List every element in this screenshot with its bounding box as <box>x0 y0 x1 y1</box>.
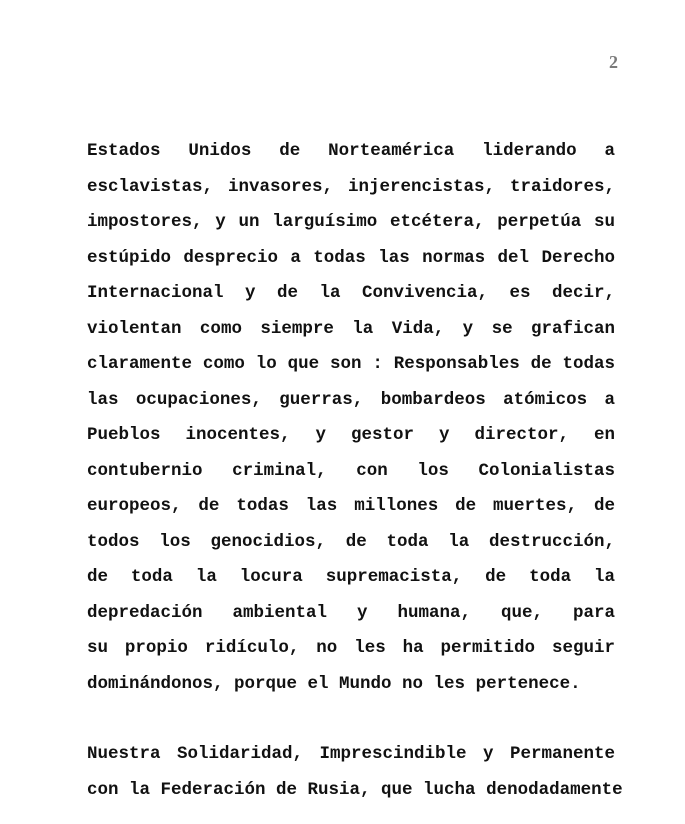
text-line: con la Federación de Rusia, que lucha denodadamente <box>87 779 623 800</box>
text-line: contubernio criminal, con los Colonialistas <box>87 460 615 481</box>
text-line: estúpido desprecio a todas las normas del Derecho <box>87 247 615 268</box>
text-line: de toda la locura supremacista, de toda la <box>87 567 615 587</box>
text-line: claramente como lo que son : Responsables de todas <box>87 354 615 374</box>
text-line: su propio ridículo, no les ha permitido seguir <box>87 638 615 658</box>
text-line: depredación ambiental y humana, que, para <box>87 602 615 623</box>
text-line: Internacional y de la Convivencia, es decir, <box>87 283 615 303</box>
text-line: impostores, y un larguísimo etcétera, perpetúa su <box>87 212 615 232</box>
text-line: las ocupaciones, guerras, bombardeos atómicos a <box>87 389 615 410</box>
paragraph-2 <box>87 737 623 808</box>
text-line: violentan como siempre la Vida, y se grafican <box>87 318 615 339</box>
text-line: dominándonos, porque el Mundo no les pertenece. <box>87 673 581 694</box>
text-line: Nuestra Solidaridad, Imprescindible y Permanente <box>87 744 615 764</box>
text-line: esclavistas, invasores, injerencistas, traidores, <box>87 176 615 197</box>
page-number: 2 <box>609 52 618 72</box>
text-line: europeos, de todas las millones de muertes, de <box>87 496 615 516</box>
text-line: Estados Unidos de Norteamérica liderando a <box>87 141 615 161</box>
text-line: todos los genocidios, de toda la destrucción, <box>87 531 615 552</box>
text-line: Pueblos inocentes, y gestor y director, en <box>87 425 615 445</box>
paragraph-1 <box>87 134 615 702</box>
